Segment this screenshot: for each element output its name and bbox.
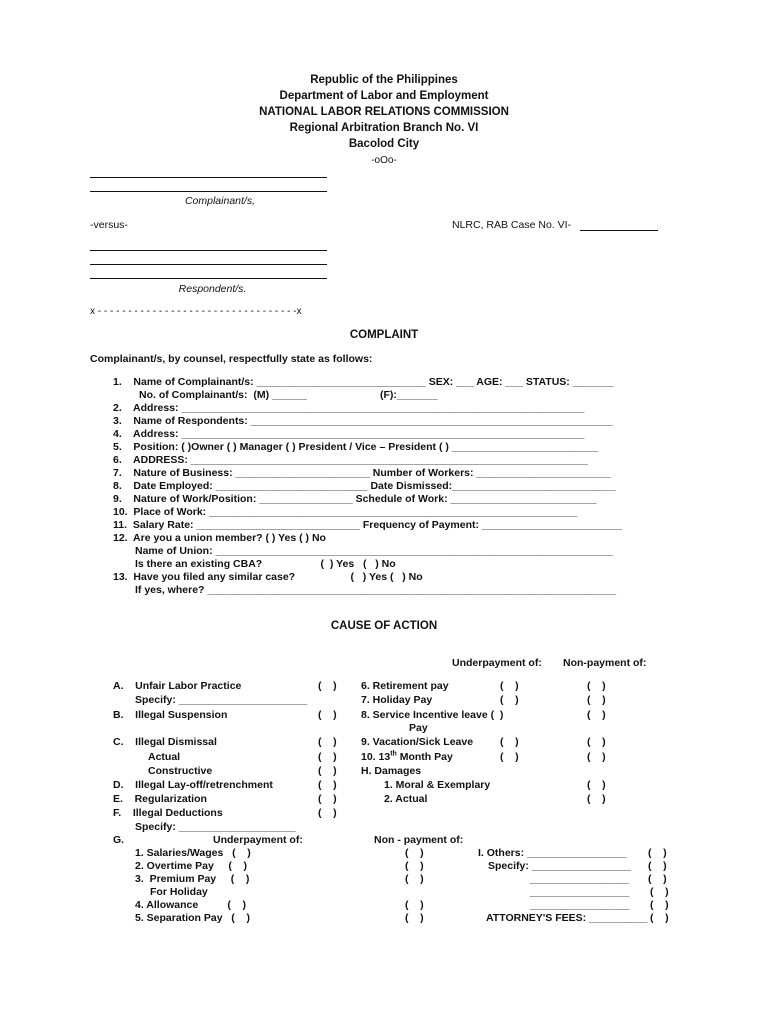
item-12b: Name of Union: ____________________________________________________________________ (135, 545, 613, 557)
cause-g: G. (113, 834, 125, 846)
cause-f: F. Illegal Deductions (113, 807, 223, 819)
header-nlrc: NATIONAL LABOR RELATIONS COMMISSION (259, 106, 509, 118)
others-field: I. Others: _________________ (478, 847, 627, 859)
item-9: 9. Nature of Work/Position: ________________ Schedule of Work: _________________________ (113, 493, 597, 505)
item-10: 10. Place of Work: _______________________________________________________________ (113, 506, 577, 518)
cause-vacation: 9. Vacation/Sick Leave (361, 736, 474, 748)
g-separation: 5. Separation Pay ( ) (135, 912, 250, 924)
cause-a-specify: Specify: ______________________ (135, 694, 308, 706)
actual-damages-box: ( ) (587, 793, 606, 805)
cause-moral: 1. Moral & Exemplary (384, 779, 491, 791)
cause-d: D. Illegal Lay-off/retrenchment (113, 779, 273, 791)
cause-e: E. Regularization (113, 793, 207, 805)
cause-c-actual-box: ( ) (318, 751, 337, 763)
cause-b: B. Illegal Suspension (113, 709, 228, 721)
item-1: 1. Name of Complainant/s: _____________________________ SEX: ___ AGE: ___ STATUS: _______ (113, 376, 614, 388)
cause-g-underpayment: Underpayment of: (213, 834, 303, 846)
g-separation-nonpay-box: ( ) (405, 912, 424, 924)
header-republic: Republic of the Philippines (310, 74, 458, 86)
complaint-title: COMPLAINT (349, 329, 419, 341)
g-overtime: 2. Overtime Pay ( ) (135, 860, 248, 872)
respondent-line-2 (90, 264, 327, 265)
g-premium: 3. Premium Pay ( ) (135, 873, 250, 885)
blank-1-box: ( ) (648, 873, 667, 885)
g-premium-nonpay-box: ( ) (405, 873, 424, 885)
holiday-under-box: ( ) (500, 694, 519, 706)
respondent-line-3 (90, 278, 327, 279)
g-allowance: 4. Allowance ( ) (135, 899, 247, 911)
item-12: 12. Are you a union member? ( ) Yes ( ) No (113, 532, 326, 544)
item-13: 13. Have you filed any similar case? ( ) Yes ( ) No (113, 571, 423, 583)
retirement-non-box: ( ) (587, 680, 606, 692)
header-ornament: -oOo- (371, 155, 397, 166)
cause-f-box: ( ) (318, 807, 337, 819)
cause-c: C. Illegal Dismissal (113, 736, 217, 748)
attorneys-fees-box: ( ) (650, 912, 669, 924)
item-6: 6. ADDRESS: ____________________________________________________________________ (113, 454, 588, 466)
complainants-label: Complainant/s, (184, 195, 256, 207)
case-number-label: NLRC, RAB Case No. VI- (452, 219, 572, 231)
g-salaries-nonpay-box: ( ) (405, 847, 424, 859)
others-specify: Specify: _________________ (488, 860, 632, 872)
blank-2-box: ( ) (650, 886, 669, 898)
retirement-under-box: ( ) (500, 680, 519, 692)
versus-label: -versus- (90, 219, 128, 231)
specify-box: ( ) (648, 860, 667, 872)
moral-box: ( ) (587, 779, 606, 791)
header-city: Bacolod City (348, 138, 420, 150)
g-salaries: 1. Salaries/Wages ( ) (135, 847, 251, 859)
item-8: 8. Date Employed: __________________________ Date Dismissed:____________________________ (113, 480, 616, 492)
cause-holiday: 7. Holiday Pay (361, 694, 433, 706)
complainant-line-2 (90, 191, 327, 192)
header-dole: Department of Labor and Employment (279, 90, 489, 102)
g-allowance-nonpay-box: ( ) (405, 899, 424, 911)
cause-a-box: ( ) (318, 680, 337, 692)
cause-a: A. Unfair Labor Practice (113, 680, 242, 692)
cause-title: CAUSE OF ACTION (330, 620, 438, 632)
cause-c-box: ( ) (318, 736, 337, 748)
item-4: 4. Address: _____________________________________________________________________ (113, 428, 585, 440)
item-1b: No. of Complainant/s: (M) ______ (F):_______ (139, 389, 438, 401)
item-5: 5. Position: ( )Owner ( ) Manager ( ) President / Vice – President ( ) _________________________ (113, 441, 598, 453)
item-11: 11. Salary Rate: ____________________________ Frequency of Payment: ________________________ (113, 519, 623, 531)
underpayment-header: Underpayment of: (452, 657, 542, 669)
others-box: ( ) (648, 847, 667, 859)
item-7: 7. Nature of Business: _______________________ Number of Workers: _______________________ (113, 467, 611, 479)
cause-b-box: ( ) (318, 709, 337, 721)
vacation-non-box: ( ) (587, 736, 606, 748)
cause-c-actual: Actual (148, 751, 181, 763)
others-blank-2: _________________ (530, 886, 630, 898)
case-number-line (580, 230, 658, 231)
item-2: 2. Address: _____________________________________________________________________ (113, 402, 585, 414)
13th-under-box: ( ) (500, 751, 519, 763)
cause-c-constructive: Constructive (148, 765, 213, 777)
cause-e-box: ( ) (318, 793, 337, 805)
caption-divider: x - - - - - - - - - - - - - - - - - - - - - - - - - - - - - - - - -x (90, 306, 302, 317)
cause-sil-pay: Pay (409, 722, 428, 734)
cause-d-box: ( ) (318, 779, 337, 791)
respondents-label: Respondent/s. (178, 283, 247, 295)
respondent-line-1 (90, 250, 327, 251)
attorneys-fees: ATTORNEY'S FEES: __________ (486, 912, 648, 924)
item-12c: Is there an existing CBA? ( ) Yes ( ) No (135, 558, 396, 570)
cause-f-specify: Specify: ____________________ (135, 821, 296, 833)
others-blank-3: _________________ (530, 899, 630, 911)
g-overtime-nonpay-box: ( ) (405, 860, 424, 872)
vacation-under-box: ( ) (500, 736, 519, 748)
cause-actual-damages: 2. Actual (384, 793, 428, 805)
cause-damages: H. Damages (361, 765, 422, 777)
item-13b: If yes, where? ______________________________________________________________________ (135, 584, 617, 596)
cause-c-constructive-box: ( ) (318, 765, 337, 777)
others-blank-1: _________________ (530, 873, 630, 885)
complainant-line-1 (90, 177, 327, 178)
sil-non-box: ( ) (587, 709, 606, 721)
cause-sil: 8. Service Incentive leave ( ) (361, 709, 504, 721)
complaint-intro: Complainant/s, by counsel, respectfully state as follows: (90, 353, 373, 365)
g-premium-holiday: For Holiday (150, 886, 208, 898)
cause-g-nonpayment: Non - payment of: (374, 834, 464, 846)
blank-3-box: ( ) (650, 899, 669, 911)
cause-retirement: 6. Retirement pay (361, 680, 449, 692)
holiday-non-box: ( ) (587, 694, 606, 706)
13th-non-box: ( ) (587, 751, 606, 763)
item-3: 3. Name of Respondents: ______________________________________________________________ (113, 415, 613, 427)
cause-13th-month: 10. 13th Month Pay (361, 750, 453, 763)
header-branch: Regional Arbitration Branch No. VI (289, 122, 479, 134)
nonpayment-header: Non-payment of: (563, 657, 647, 669)
